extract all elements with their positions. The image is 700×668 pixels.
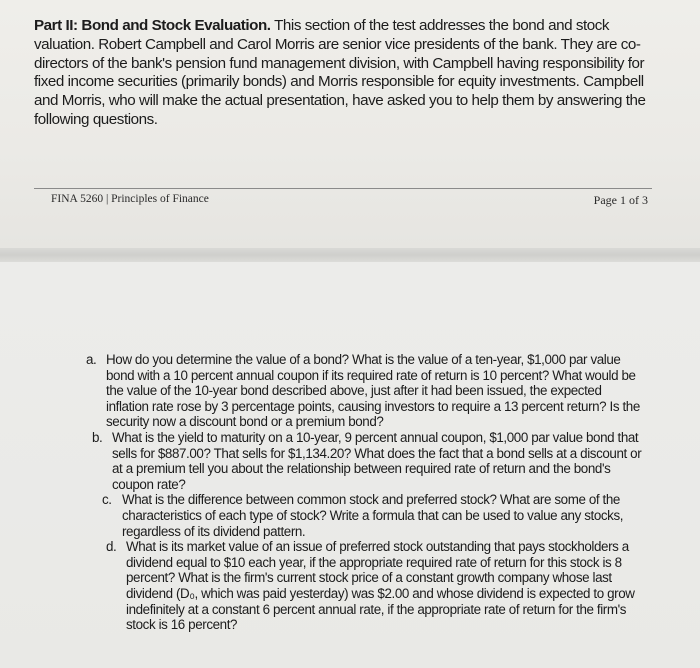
question-text: What is its market value of an issue of preferred stock outstanding that pays stockholders a dividend equal to $10 each year, if the appropriate required rate of return for this stock is 8 percent? What is the firm's current stock price of a constant growth company whose last dividend (D₀, which was paid yesterday) was $2.00 and whose dividend is expected to grow indefinitely at a constant 6 percent annual rate, if the appropriate rate of return for the firm's stock is 16 percent? bbox=[126, 539, 635, 633]
question-marker: d. bbox=[106, 539, 117, 555]
question-text: What is the difference between common stock and preferred stock? What are some of the characteristics of each type of stock? Write a formula that can be used to value any stocks, regardless of its dividend pattern. bbox=[122, 492, 624, 539]
footer-page-number: Page 1 of 3 bbox=[593, 193, 648, 207]
question-c bbox=[102, 492, 646, 539]
question-b bbox=[92, 430, 646, 492]
footer-course: FINA 5260 | Principles of Finance bbox=[51, 193, 209, 205]
question-list bbox=[86, 352, 646, 633]
section-heading: Part II: Bond and Stock Evaluation. bbox=[34, 17, 271, 34]
page-break bbox=[0, 248, 700, 262]
question-marker: a. bbox=[86, 352, 97, 367]
question-d bbox=[106, 539, 646, 633]
intro-paragraph bbox=[34, 17, 654, 130]
question-text: What is the yield to maturity on a 10-year, 9 percent annual coupon, $1,000 par value bond that sells for $887.00? That sells for $1,134.20? What does the fact that a bond sells at a discount or at a premium tell you about the relationship between required rate of return and the bond's coupon rate? bbox=[112, 429, 642, 492]
question-marker: c. bbox=[102, 492, 112, 508]
question-marker: b. bbox=[92, 429, 103, 445]
footer-divider bbox=[34, 188, 652, 189]
question-text: How do you determine the value of a bond? What is the value of a ten-year, $1,000 par value bond with a 10 percent annual coupon if its required rate of return is 10 percent? What would be the value of the 10-year bond described above, just after it had been issued, the expected inflation rate rose by 3 percentage points, causing investors to require a 13 percent return? Is the security now a discount bond or a premium bond? bbox=[106, 352, 640, 430]
question-a bbox=[86, 352, 646, 430]
intro-body: This section of the test addresses the bond and stock valuation. Robert Campbell and Carol Morris are senior vice presidents of the bank. They are co-directors of the bank's pension fund management division, with Campbell having responsibility for fixed income securities (primarily bonds) and Morris responsible for equity investments. Campbell and Morris, who will make the actual presentation, have asked you to help them by answering the following questions. bbox=[34, 17, 646, 128]
